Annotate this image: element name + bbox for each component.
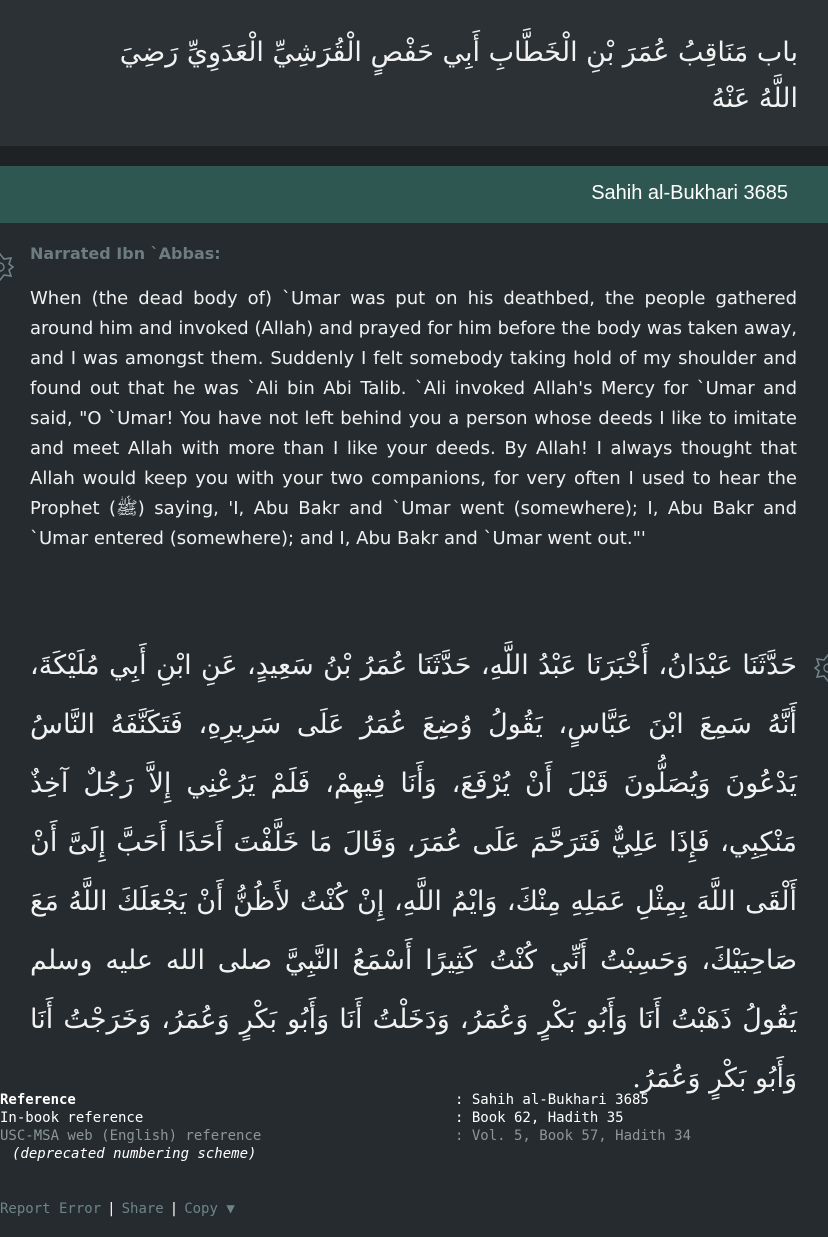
chapter-arabic-title: باب مَنَاقِبُ عُمَرَ بْنِ الْخَطَّابِ أَبِي حَفْصٍ الْقُرَشِيِّ الْعَدَوِيِّ رَضِيَ اللَّهُ عَنْهُ — [119, 37, 798, 114]
deprecated-note: (deprecated numbering scheme) — [12, 1146, 257, 1162]
report-error-link[interactable]: Report Error — [0, 1201, 102, 1217]
narrator: Narrated Ibn `Abbas: — [30, 244, 221, 263]
share-link[interactable]: Share — [121, 1201, 164, 1217]
hadith-english-text: When (the dead body of) `Umar was put on his deathbed, the people gathered around him and invoked (Allah) and prayed for him before the body was taken away, and I was amongst them. Suddenly I felt somebody taking hold of my shoulder and found out that he was `Ali bin Abi Talib. `Ali invoked Allah's Mercy for `Umar and said, "O `Umar! You have not left behind you a person whose deeds I like to imitate and meet Allah with more than I like your deeds. By Allah! I always thought that Allah would keep you with your two companions, for very often I used to hear the Prophet (ﷺ) saying, 'I, Abu Bakr and `Umar went (somewhere); I, Abu Bakr and `Umar entered (somewhere); and I, Abu Bakr and `Umar went out."' — [30, 288, 798, 549]
uscmsa-reference-value: : Vol. 5, Book 57, Hadith 34 — [455, 1128, 692, 1144]
reference-key: Reference — [0, 1092, 76, 1108]
references-table — [0, 1091, 828, 1163]
deprecated-note-row — [0, 1145, 828, 1163]
separator: | — [107, 1201, 116, 1217]
uscmsa-reference-row — [0, 1127, 828, 1145]
uscmsa-reference-key: USC-MSA web (English) reference — [0, 1128, 262, 1144]
chevron-down-icon[interactable]: ▼ — [226, 1201, 235, 1217]
reference-value: : Sahih al-Bukhari 3685 — [455, 1092, 649, 1108]
copy-link[interactable]: Copy — [184, 1201, 218, 1217]
ornament-icon — [0, 253, 14, 281]
hadith-arabic-text: حَدَّثَنَا عَبْدَانُ، أَخْبَرَنَا عَبْدُ اللَّهِ، حَدَّثَنَا عُمَرُ بْنُ سَعِيدٍ، عَنِ ابْنِ أَبِي مُلَيْكَةَ، أَنَّهُ سَمِعَ ابْنَ عَبَّاسٍ، يَقُولُ وُضِعَ عُمَرُ عَلَى سَرِيرِهِ، فَتَكَنَّفَهُ النَّاسُ يَدْعُونَ وَيُصَلُّونَ قَبْلَ أَنْ يُرْفَعَ، وَأَنَا فِيهِمْ، فَلَمْ يَرُعْنِي إِلاَّ رَجُلٌ آخِذٌ مَنْكِبِي، فَإِذَا عَلِيٌّ فَتَرَحَّمَ عَلَى عُمَرَ، وَقَالَ مَا خَلَّفْتَ أَحَدًا أَحَبَّ إِلَىَّ أَنْ أَلْقَى اللَّهَ بِمِثْلِ عَمَلِهِ مِنْكَ، وَايْمُ اللَّهِ، إِنْ كُنْتُ لأَظُنُّ أَنْ يَجْعَلَكَ اللَّهُ مَعَ صَاحِبَيْكَ، وَحَسِبْتُ أَنِّي كُنْتُ كَثِيرًا أَسْمَعُ النَّبِيَّ صلى الله عليه وسلم يَقُولُ ذَهَبْتُ أَنَا وَأَبُو بَكْرٍ وَعُمَرُ، وَدَخَلْتُ أَنَا وَأَبُو بَكْرٍ وَعُمَرُ، وَخَرَجْتُ أَنَا وَأَبُو بَكْرٍ وَعُمَرُ. — [30, 650, 797, 1094]
chapter-header — [0, 0, 828, 146]
inbook-reference-key: In-book reference — [0, 1110, 144, 1126]
inbook-reference-row — [0, 1109, 828, 1127]
hadith-actions — [0, 1201, 235, 1217]
ornament-icon — [814, 654, 828, 682]
section-divider — [0, 146, 828, 166]
inbook-reference-value: : Book 62, Hadith 35 — [455, 1110, 624, 1126]
hadith-reference-bar — [0, 166, 828, 223]
reference-row — [0, 1091, 828, 1109]
hadith-reference-label: Sahih al-Bukhari 3685 — [591, 182, 788, 204]
separator: | — [169, 1201, 179, 1217]
